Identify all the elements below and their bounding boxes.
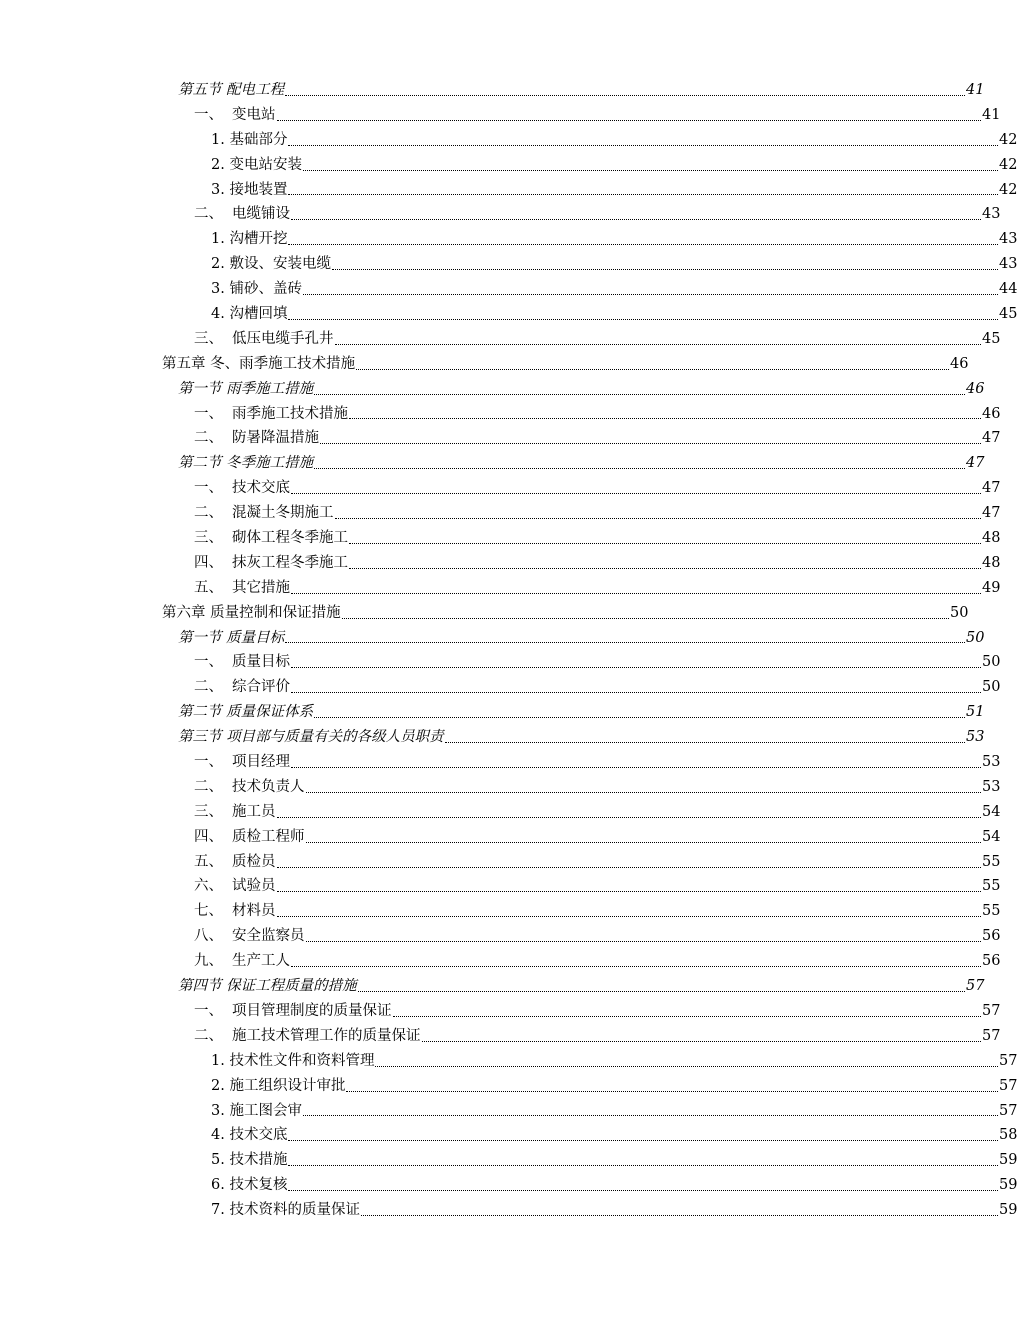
toc-entry-title: 技术交底 bbox=[232, 480, 290, 497]
toc-entry[interactable] bbox=[0, 675, 1000, 700]
toc-entry[interactable] bbox=[0, 1024, 1000, 1049]
toc-entry[interactable] bbox=[0, 128, 1017, 153]
toc-entry-title: 砌体工程冬季施工 bbox=[232, 530, 348, 547]
toc-entry-number: 二、 bbox=[194, 206, 223, 223]
toc-entry-title: 4. 技术交底 bbox=[211, 1123, 288, 1148]
toc-entry-number: 七、 bbox=[194, 903, 223, 920]
toc-entry[interactable] bbox=[0, 750, 1000, 775]
toc-entry-title: 4. 沟槽回填 bbox=[211, 302, 288, 327]
toc-entry[interactable] bbox=[0, 551, 1000, 576]
toc-page-number: 42 bbox=[999, 181, 1017, 198]
toc-page-number: 57 bbox=[982, 1027, 1001, 1044]
toc-page-number: 56 bbox=[982, 953, 1001, 970]
toc-entry-label bbox=[194, 576, 291, 601]
toc-entry-title: 第一节 雨季施工措施 bbox=[178, 377, 314, 402]
toc-page-number: 50 bbox=[982, 679, 1001, 696]
toc-page-number: 45 bbox=[999, 306, 1017, 322]
dot-leader bbox=[306, 941, 982, 942]
toc-entry-number: 二、 bbox=[194, 430, 223, 447]
toc-entry[interactable] bbox=[0, 426, 1000, 451]
toc-entry-label bbox=[194, 526, 349, 551]
dot-leader bbox=[346, 1091, 998, 1092]
dot-leader bbox=[285, 642, 965, 643]
toc-entry[interactable] bbox=[0, 78, 984, 103]
toc-page-number: 41 bbox=[982, 106, 1001, 123]
toc-entry-title: 其它措施 bbox=[232, 579, 290, 596]
toc-page-number: 48 bbox=[982, 554, 1001, 571]
toc-page-number: 56 bbox=[982, 928, 1001, 945]
toc-entry-title: 项目经理 bbox=[232, 754, 290, 771]
toc-entry[interactable] bbox=[0, 899, 1000, 924]
toc-entry-title: 第五节 配电工程 bbox=[178, 78, 285, 103]
dot-leader bbox=[277, 817, 982, 818]
toc-entry-title: 1. 技术性文件和资料管理 bbox=[211, 1049, 375, 1074]
toc-entry-title: 防暑降温措施 bbox=[232, 430, 319, 447]
toc-entry-label bbox=[194, 476, 291, 501]
toc-entry-title: 安全监察员 bbox=[232, 928, 305, 945]
toc-entry-title: 1. 基础部分 bbox=[211, 128, 288, 153]
toc-page-number: 57 bbox=[999, 1052, 1017, 1069]
toc-entry[interactable] bbox=[0, 725, 984, 750]
toc-entry-title: 雨季施工技术措施 bbox=[232, 405, 348, 422]
toc-page-number: 55 bbox=[982, 878, 1001, 895]
toc-entry-label bbox=[194, 924, 306, 949]
dot-leader bbox=[358, 991, 965, 992]
toc-page-number: 53 bbox=[966, 729, 985, 746]
toc-page-number: 57 bbox=[982, 1002, 1001, 1019]
dot-leader bbox=[277, 891, 982, 892]
toc-entry-title: 第二节 冬季施工措施 bbox=[178, 451, 314, 476]
toc-page-number: 45 bbox=[982, 330, 1001, 347]
toc-entry-title: 质检员 bbox=[232, 853, 276, 870]
dot-leader bbox=[288, 244, 998, 245]
toc-entry-label bbox=[194, 999, 393, 1024]
dot-leader bbox=[303, 294, 998, 295]
toc-entry[interactable] bbox=[0, 327, 1000, 352]
toc-entry-number: 一、 bbox=[194, 480, 223, 497]
dot-leader bbox=[291, 767, 981, 768]
toc-page-number: 51 bbox=[966, 704, 985, 721]
toc-entry-number: 五、 bbox=[194, 579, 223, 596]
dot-leader bbox=[320, 443, 981, 444]
toc-page-number: 57 bbox=[999, 1077, 1017, 1094]
toc-entry[interactable] bbox=[0, 1198, 1017, 1223]
dot-leader bbox=[375, 1066, 998, 1067]
toc-page-number: 57 bbox=[966, 978, 985, 995]
toc-entry-title: 技术负责人 bbox=[232, 778, 305, 795]
toc-entry-title: 第四节 保证工程质量的措施 bbox=[178, 974, 358, 999]
dot-leader bbox=[288, 1140, 998, 1141]
toc-page-number: 43 bbox=[999, 256, 1017, 273]
toc-entry-number: 五、 bbox=[194, 853, 223, 870]
toc-page-number: 55 bbox=[982, 853, 1001, 870]
toc-page-number: 59 bbox=[999, 1152, 1017, 1169]
toc-entry-title: 第二节 质量保证体系 bbox=[178, 700, 314, 725]
toc-page-number: 50 bbox=[966, 629, 985, 646]
toc-entry-number: 一、 bbox=[194, 754, 223, 771]
toc-entry-label bbox=[194, 103, 277, 128]
toc-page-number: 42 bbox=[999, 156, 1017, 173]
toc-page-number: 47 bbox=[966, 455, 985, 472]
toc-page-number: 54 bbox=[982, 803, 1001, 820]
toc-entry[interactable] bbox=[0, 377, 984, 402]
toc-entry-number: 六、 bbox=[194, 878, 223, 895]
toc-entry-title: 质检工程师 bbox=[232, 828, 305, 845]
toc-entry[interactable] bbox=[0, 103, 1000, 128]
toc-entry-label bbox=[194, 426, 320, 451]
toc-entry[interactable] bbox=[0, 626, 984, 651]
toc-entry-title: 项目管理制度的质量保证 bbox=[232, 1002, 392, 1019]
toc-entry-number: 一、 bbox=[194, 405, 223, 422]
toc-entry[interactable] bbox=[0, 949, 1000, 974]
toc-entry[interactable] bbox=[0, 202, 1000, 227]
toc-page-number: 47 bbox=[982, 505, 1001, 522]
dot-leader bbox=[303, 170, 998, 171]
dot-leader bbox=[314, 394, 965, 395]
dot-leader bbox=[335, 344, 982, 345]
toc-entry[interactable] bbox=[0, 402, 1000, 427]
dot-leader bbox=[288, 1165, 998, 1166]
toc-entry-title: 材料员 bbox=[232, 903, 276, 920]
dot-leader bbox=[393, 1016, 982, 1017]
toc-entry-label bbox=[194, 899, 277, 924]
dot-leader bbox=[332, 269, 998, 270]
toc-page-number: 54 bbox=[982, 828, 1001, 845]
toc-entry-title: 抹灰工程冬季施工 bbox=[232, 554, 348, 571]
dot-leader bbox=[288, 145, 998, 146]
toc-entry-number: 二、 bbox=[194, 778, 223, 795]
dot-leader bbox=[291, 219, 981, 220]
toc-entry-title: 第一节 质量目标 bbox=[178, 626, 285, 651]
dot-leader bbox=[291, 966, 981, 967]
dot-leader bbox=[277, 916, 982, 917]
toc-page-number: 44 bbox=[999, 281, 1017, 298]
toc-entry[interactable] bbox=[0, 974, 984, 999]
dot-leader bbox=[445, 742, 965, 743]
toc-entry-number: 三、 bbox=[194, 530, 223, 547]
dot-leader bbox=[288, 194, 998, 195]
dot-leader bbox=[288, 1190, 998, 1191]
dot-leader bbox=[303, 1115, 998, 1116]
toc-entry[interactable] bbox=[0, 252, 1017, 277]
dot-leader bbox=[349, 568, 981, 569]
toc-entry-title: 试验员 bbox=[232, 878, 276, 895]
toc-entry-number: 一、 bbox=[194, 654, 223, 671]
toc-entry-label bbox=[194, 750, 291, 775]
toc-entry[interactable] bbox=[0, 775, 1000, 800]
toc-entry-label bbox=[194, 501, 335, 526]
toc-entry[interactable] bbox=[0, 1173, 1017, 1198]
toc-entry-number: 四、 bbox=[194, 554, 223, 571]
toc-entry[interactable] bbox=[0, 924, 1000, 949]
toc-entry-title: 综合评价 bbox=[232, 679, 290, 696]
toc-entry[interactable] bbox=[0, 277, 1017, 302]
toc-entry-title: 第三节 项目部与质量有关的各级人员职责 bbox=[178, 725, 445, 750]
toc-entry-number: 九、 bbox=[194, 953, 223, 970]
toc-page-number: 50 bbox=[950, 604, 969, 621]
toc-page-number: 55 bbox=[982, 903, 1001, 920]
toc-entry[interactable] bbox=[0, 1123, 1017, 1148]
toc-entry-number: 三、 bbox=[194, 803, 223, 820]
toc-entry[interactable] bbox=[0, 576, 1000, 601]
toc-entry-title: 6. 技术复核 bbox=[211, 1173, 288, 1198]
toc-entry-title: 2. 敷设、安装电缆 bbox=[211, 252, 332, 277]
toc-page-number: 59 bbox=[999, 1202, 1017, 1219]
toc-entry-title: 变电站 bbox=[232, 106, 276, 123]
toc-entry[interactable] bbox=[0, 501, 1000, 526]
toc-entry-label bbox=[194, 675, 291, 700]
dot-leader bbox=[349, 418, 981, 419]
toc-entry-title: 施工员 bbox=[232, 803, 276, 820]
toc-entry[interactable] bbox=[0, 999, 1000, 1024]
toc-entry-label bbox=[194, 775, 306, 800]
toc-entry-label bbox=[194, 949, 291, 974]
toc-entry[interactable] bbox=[0, 153, 1017, 178]
toc-entry[interactable] bbox=[0, 601, 968, 626]
toc-page-number: 58 bbox=[999, 1127, 1017, 1144]
toc-entry[interactable] bbox=[0, 302, 1017, 327]
dot-leader bbox=[291, 667, 981, 668]
toc-entry[interactable] bbox=[0, 451, 984, 476]
toc-page-number: 46 bbox=[950, 355, 969, 372]
toc-entry-number: 二、 bbox=[194, 679, 223, 696]
toc-page-number: 41 bbox=[966, 81, 985, 98]
toc-entry[interactable] bbox=[0, 1049, 1017, 1074]
toc-entry-label bbox=[194, 202, 291, 227]
toc-page-number: 47 bbox=[982, 430, 1001, 447]
toc-entry-title: 3. 接地装置 bbox=[211, 178, 288, 203]
toc-entry-number: 四、 bbox=[194, 828, 223, 845]
toc-page-number: 46 bbox=[966, 380, 985, 397]
dot-leader bbox=[314, 717, 965, 718]
dot-leader bbox=[277, 120, 982, 121]
dot-leader bbox=[422, 1041, 982, 1042]
toc-entry[interactable] bbox=[0, 1074, 1017, 1099]
dot-leader bbox=[285, 95, 965, 96]
toc-entry-title: 2. 变电站安装 bbox=[211, 153, 303, 178]
toc-page-number: 53 bbox=[982, 754, 1001, 771]
dot-leader bbox=[277, 867, 982, 868]
toc-entry-number: 一、 bbox=[194, 1002, 223, 1019]
toc-entry-title: 3. 铺砂、盖砖 bbox=[211, 277, 303, 302]
toc-entry-title: 施工技术管理工作的质量保证 bbox=[232, 1027, 421, 1044]
toc-entry-number: 二、 bbox=[194, 505, 223, 522]
dot-leader bbox=[291, 593, 981, 594]
toc-entry-title: 1. 沟槽开挖 bbox=[211, 227, 288, 252]
toc-entry-title: 5. 技术措施 bbox=[211, 1148, 288, 1173]
toc-entry-label bbox=[194, 825, 306, 850]
toc-page-number: 47 bbox=[982, 480, 1001, 497]
toc-entry-title: 第五章 冬、雨季施工技术措施 bbox=[162, 352, 356, 377]
toc-entry-title: 7. 技术资料的质量保证 bbox=[211, 1198, 361, 1223]
toc-entry-label bbox=[194, 800, 277, 825]
toc-entry-label bbox=[194, 402, 349, 427]
dot-leader bbox=[342, 618, 949, 619]
toc-page-number: 57 bbox=[999, 1102, 1017, 1119]
toc-entry-title: 低压电缆手孔井 bbox=[232, 330, 334, 347]
toc-entry[interactable] bbox=[0, 850, 1000, 875]
toc-page-number: 50 bbox=[982, 654, 1001, 671]
toc-entry[interactable] bbox=[0, 178, 1017, 203]
toc-entry-title: 3. 施工图会审 bbox=[211, 1099, 303, 1124]
toc-entry[interactable] bbox=[0, 352, 968, 377]
toc-entry-title: 混凝土冬期施工 bbox=[232, 505, 334, 522]
dot-leader bbox=[291, 493, 981, 494]
toc-entry[interactable] bbox=[0, 700, 984, 725]
dot-leader bbox=[288, 319, 998, 320]
dot-leader bbox=[361, 1215, 998, 1216]
dot-leader bbox=[306, 842, 982, 843]
toc-entry[interactable] bbox=[0, 650, 1000, 675]
toc-entry-title: 质量目标 bbox=[232, 654, 290, 671]
dot-leader bbox=[335, 518, 982, 519]
toc-entry-label bbox=[194, 850, 277, 875]
toc-entry[interactable] bbox=[0, 1148, 1017, 1173]
toc-entry[interactable] bbox=[0, 227, 1017, 252]
table-of-contents bbox=[0, 78, 1017, 1223]
toc-entry-label bbox=[194, 650, 291, 675]
toc-page-number: 49 bbox=[982, 579, 1001, 596]
toc-entry-number: 三、 bbox=[194, 330, 223, 347]
toc-entry-number: 八、 bbox=[194, 928, 223, 945]
toc-entry-label bbox=[194, 1024, 422, 1049]
toc-entry[interactable] bbox=[0, 875, 1000, 900]
toc-page-number: 43 bbox=[999, 231, 1017, 248]
toc-entry-title: 生产工人 bbox=[232, 953, 290, 970]
toc-page-number: 42 bbox=[999, 131, 1017, 148]
toc-page-number: 48 bbox=[982, 530, 1001, 547]
toc-entry[interactable] bbox=[0, 526, 1000, 551]
toc-entry-label bbox=[194, 551, 349, 576]
toc-entry-title: 2. 施工组织设计审批 bbox=[211, 1074, 346, 1099]
dot-leader bbox=[314, 468, 965, 469]
toc-entry-number: 一、 bbox=[194, 106, 223, 123]
toc-entry[interactable] bbox=[0, 476, 1000, 501]
toc-entry-label bbox=[194, 874, 277, 899]
toc-entry[interactable] bbox=[0, 825, 1000, 850]
dot-leader bbox=[356, 369, 949, 370]
toc-entry-number: 二、 bbox=[194, 1027, 223, 1044]
toc-entry-label bbox=[194, 327, 335, 352]
dot-leader bbox=[291, 692, 981, 693]
toc-entry[interactable] bbox=[0, 800, 1000, 825]
toc-entry[interactable] bbox=[0, 1099, 1017, 1124]
dot-leader bbox=[349, 543, 981, 544]
toc-page-number: 46 bbox=[982, 405, 1001, 422]
toc-entry-title: 电缆铺设 bbox=[232, 206, 290, 223]
toc-page-number: 43 bbox=[982, 206, 1001, 223]
toc-page-number: 59 bbox=[999, 1177, 1017, 1194]
dot-leader bbox=[306, 792, 982, 793]
toc-page-number: 53 bbox=[982, 778, 1001, 795]
toc-entry-title: 第六章 质量控制和保证措施 bbox=[162, 601, 342, 626]
